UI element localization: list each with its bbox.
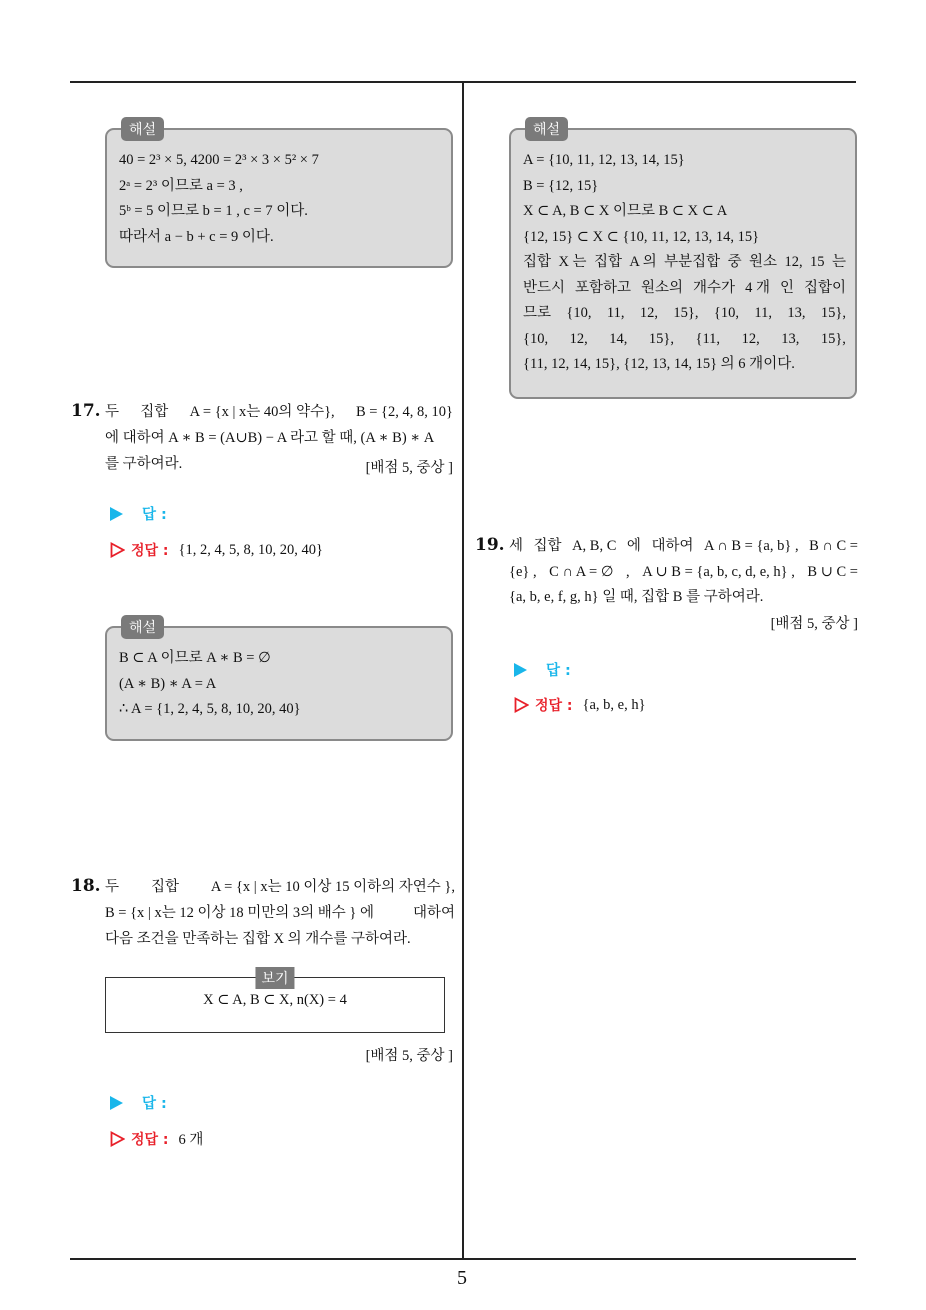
answer-row	[514, 659, 571, 680]
question-number: 19.	[475, 535, 505, 555]
question-text: 두 집합 A = {x | x는 10 이상 15 이하의 자연수 },	[105, 879, 455, 895]
solution-line: 2ᵃ = 2³ 이므로 a = 3 ,	[119, 177, 243, 194]
solution-line: {10, 12, 14, 15}, {11, 12, 13, 15},	[523, 330, 846, 347]
condition-box	[105, 971, 445, 1033]
score-label: [배점 5, 중상 ]	[365, 460, 453, 476]
question-text: {e} , C ∩ A = ∅ , A ∪ B = {a, b, c, d, e, h} , B ∪ C =	[509, 564, 858, 580]
correct-answer-label: 정답 :	[131, 543, 169, 559]
outline-triangle-icon	[514, 697, 529, 713]
outline-triangle-icon	[110, 542, 125, 558]
bottom-rule	[70, 1258, 856, 1260]
solution-line: B ⊂ A 이므로 A ∗ B = ∅	[119, 650, 271, 666]
answer-label: 답 :	[142, 507, 167, 523]
outline-triangle-icon	[110, 1131, 125, 1147]
condition-content: X ⊂ A, B ⊂ X, n(X) = 4	[203, 992, 347, 1008]
correct-answer-label: 정답 :	[535, 698, 573, 714]
answer-row	[110, 503, 167, 524]
play-triangle-icon	[110, 1096, 123, 1110]
answer-row	[110, 1092, 167, 1113]
question-number: 18.	[71, 876, 101, 896]
question-text: 다음 조건을 만족하는 집합 X 의 개수를 구하여라.	[105, 931, 411, 947]
answer-label: 답 :	[546, 663, 571, 679]
solution-line: 40 = 2³ × 5, 4200 = 2³ × 3 × 5² × 7	[119, 152, 319, 168]
question-text: 에 대하여 A ∗ B = (A∪B) − A 라고 할 때, (A ∗ B) ∗ A	[105, 430, 435, 446]
q18-solution-box	[509, 122, 857, 399]
score-label: [배점 5, 중상 ]	[770, 616, 858, 632]
page-number: 5	[457, 1267, 467, 1289]
solution-line: 5ᵇ = 5 이므로 b = 1 , c = 7 이다.	[119, 203, 308, 219]
condition-tag: 보기	[255, 967, 294, 989]
correct-answer-row	[110, 1128, 203, 1149]
solution-tag: 해설	[525, 117, 568, 141]
correct-answer-label: 정답 :	[131, 1131, 169, 1148]
answer-label: 답 :	[142, 1096, 167, 1112]
solution-line: (A ∗ B) ∗ A = A	[119, 675, 217, 692]
correct-answer-value: {1, 2, 4, 5, 8, 10, 20, 40}	[178, 541, 323, 558]
solution-line: X ⊂ A, B ⊂ X 이므로 B ⊂ X ⊂ A	[523, 203, 728, 219]
solution-line: B = {12, 15}	[523, 177, 599, 194]
solution-line: {11, 12, 14, 15}, {12, 13, 14, 15} 의 6 개이다.	[523, 356, 795, 372]
question-text: {a, b, e, f, g, h} 일 때, 집합 B 를 구하여라.	[509, 589, 764, 605]
solution-line: {12, 15} ⊂ X ⊂ {10, 11, 12, 13, 14, 15}	[523, 228, 760, 245]
question-text: 세 집합 A, B, C 에 대하여 A ∩ B = {a, b} , B ∩ C =	[509, 538, 858, 554]
q17-solution-box	[105, 620, 453, 741]
question-text: 두 집합 A = {x | x는 40의 약수}, B = {2, 4, 8, 10}	[105, 404, 453, 420]
solution-line: A = {10, 11, 12, 13, 14, 15}	[523, 152, 685, 168]
solution-line: 반드시 포함하고 원소의 개수가 4 개 인 집합이	[523, 279, 846, 296]
correct-answer-value: {a, b, e, h}	[582, 696, 646, 713]
question-text: B = {x | x는 12 이상 18 미만의 3의 배수 } 에 대하여	[105, 905, 455, 921]
question-text: 를 구하여라.	[105, 456, 183, 472]
question-number: 17.	[71, 401, 101, 421]
play-triangle-icon	[110, 507, 123, 521]
column-divider	[462, 83, 464, 1259]
q16-solution-box	[105, 122, 453, 268]
correct-answer-row	[110, 540, 323, 560]
solution-line: 므로 {10, 11, 12, 15}, {10, 11, 13, 15},	[523, 305, 846, 321]
solution-line: 따라서 a − b + c = 9 이다.	[119, 228, 274, 245]
solution-line: 집합 X 는 집합 A 의 부분집합 중 원소 12, 15 는	[523, 254, 846, 270]
solution-tag: 해설	[121, 117, 164, 141]
play-triangle-icon	[514, 663, 527, 677]
score-label: [배점 5, 중상 ]	[365, 1048, 453, 1064]
correct-answer-value: 6 개	[178, 1132, 204, 1148]
solution-tag: 해설	[121, 615, 164, 639]
solution-line: ∴ A = {1, 2, 4, 5, 8, 10, 20, 40}	[119, 701, 301, 717]
correct-answer-row	[514, 695, 646, 715]
